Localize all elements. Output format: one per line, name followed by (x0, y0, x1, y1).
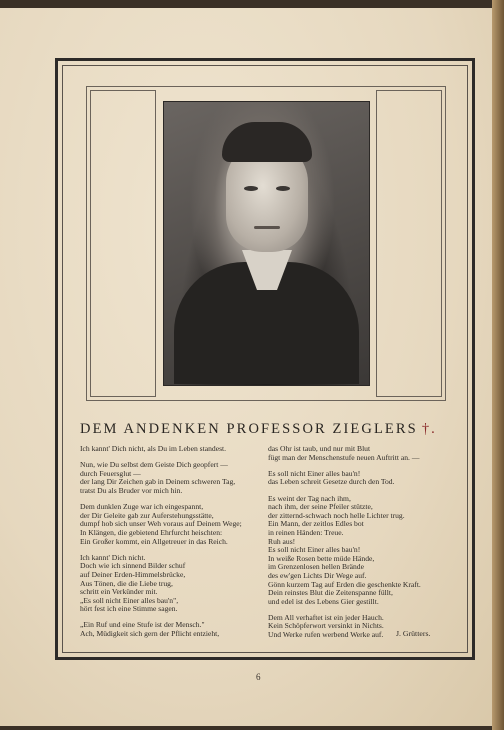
poem-stanza: das Ohr ist taub, und nur mit Blut fügt man der Menschenstufe neuen Auftritt an. — (268, 444, 420, 462)
book-spine-edge (492, 0, 504, 730)
poem-stanza: Ich kannt' Dich nicht. Doch wie ich sinnend Bilder schuf auf Deiner Erden-Himmelsbrücke, Aus Tönen, die die Liebe trug, schritt ein Verkünder mit. „Es soll nicht Einer alles bau'n", hört fest ich eine Stimme sagen. (80, 552, 186, 614)
portrait-hair (222, 122, 312, 162)
memorial-title (80, 421, 437, 438)
portrait-eye-left (244, 186, 258, 191)
page-number: 6 (256, 672, 261, 682)
portrait-mouth (254, 226, 280, 229)
poem-column-left (80, 445, 262, 646)
portrait-eye-right (276, 186, 290, 191)
poem-stanza: Nun, wie Du selbst dem Geiste Dich geopfert — durch Feuersglut — der lang Dir Zeichen gab in Deinem schweren Tag, tratst Du als Bruder vor mich hin. (80, 460, 236, 495)
page (0, 8, 500, 726)
poem-stanza: Es soll nicht Einer alles bau'n! das Leben schreit Gesetze durch den Tod. (268, 468, 395, 487)
poem-stanza: Es weint der Tag nach ihm, nach ihm, der seine Pfeiler stützte, der zitternd-schwach noch helle Lichter trug. Ein Mann, der zeitlos Edles bot in reinen Händen: Treue. Ruh aus! Es soll nicht Einer alles bau'n! In weiße Rosen bette müde Hände, im Grenzenlosen hellen Brände des ew'gen Lichts Dir Wege auf. Gönn kurzem Tag auf Erden die geschenkte Kraft. Dein reinstes Blut die Zeitenspanne füllt, und edel ist des Lebens Gier gestillt. (268, 493, 421, 606)
portrait-panel-right-strip (376, 90, 442, 397)
poem-stanza: Dem All verhaftet ist ein jeder Hauch. Kein Schöpferwort versinkt in Nichts. Und Werke rufen werbend Werke auf. (268, 612, 384, 640)
title-text: DEM ANDENKEN PROFESSOR ZIEGLERS (80, 421, 418, 437)
poem-stanza: „Ein Ruf und eine Stufe ist der Mensch." Ach, Müdigkeit sich gern der Pflicht entzieht, (80, 620, 220, 639)
portrait-panel-left-strip (90, 90, 156, 397)
poem-stanza: Dem dunklen Zuge war ich eingespannt, der Dir Geleite gab zur Auferstehungsstätte, dumpf hob sich unser Weh voraus auf Deinem Wege; In Klängen, die gebietend Ehrfurcht heischten: Ein Großer kommt, ein Allgetreuer in das Reich. (80, 502, 242, 546)
author-signature: J. Grütters. (396, 629, 431, 638)
poem-stanza: Ich kannt' Dich nicht, als Du im Leben standest. (80, 444, 227, 453)
poem-column-right (268, 445, 452, 647)
portrait-photo (163, 101, 370, 386)
dagger-symbol: †. (421, 421, 437, 437)
